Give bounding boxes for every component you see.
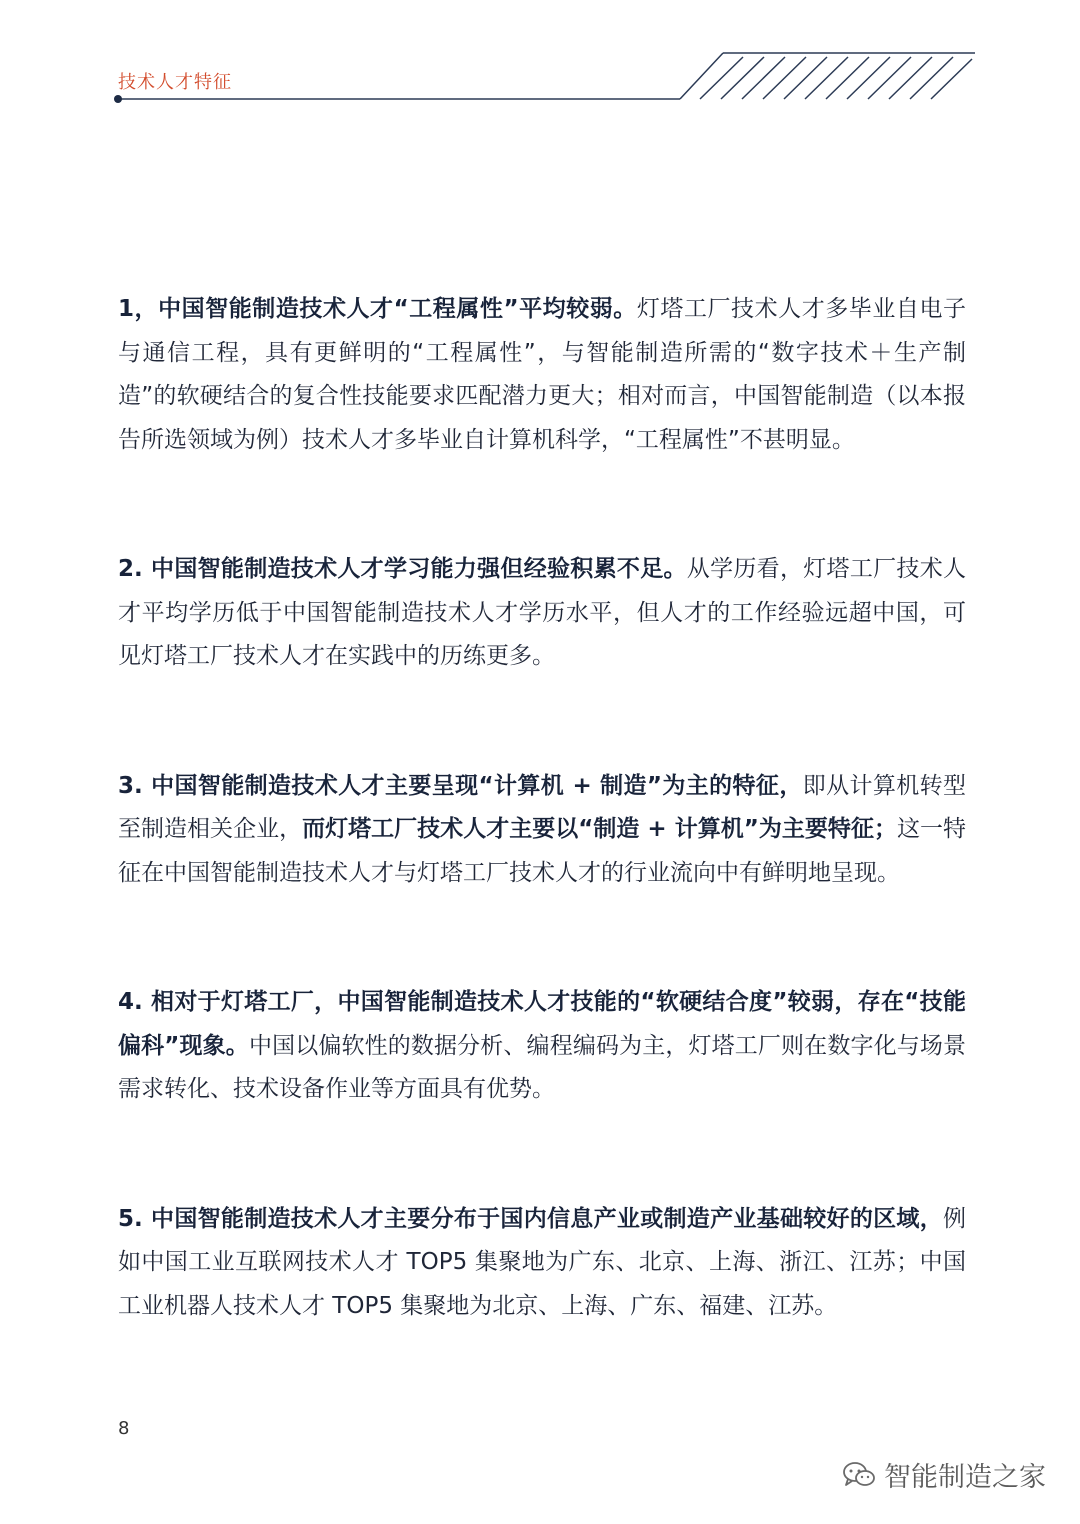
paragraph-2-heading: 2. 中国智能制造技术人才学习能力强但经验积累不足。 [118, 556, 687, 582]
paragraph-3-text-2: 这一特征在中国智能制造技术人才与灯塔工厂技术人才的行业流向中有鲜明地呈现。 [118, 816, 967, 886]
paragraph-4-heading: 4. 相对于灯塔工厂，中国智能制造技术人才技能的“软硬结合度”较弱，存在“技能偏科”现象。 [118, 989, 966, 1059]
paragraph-1 [118, 288, 966, 462]
paragraph-2 [118, 548, 966, 679]
paragraph-2-text: 从学历看，灯塔工厂技术人才平均学历低于中国智能制造技术人才学历水平，但人才的工作经验远超中国，可见灯塔工厂技术人才在实践中的历练更多。 [118, 556, 967, 669]
paragraph-4 [118, 981, 966, 1112]
paragraph-1-heading: 1，中国智能制造技术人才“工程属性”平均较弱。 [118, 296, 637, 322]
wechat-icon [842, 1460, 876, 1490]
paragraph-3-text: 即从计算机转型至制造相关企业， [118, 772, 966, 842]
paragraph-3-heading-2: 而灯塔工厂技术人才主要以“制造 + 计算机”为主要特征； [302, 816, 897, 842]
page-number: 8 [118, 1418, 130, 1439]
section-title: 技术人才特征 [118, 72, 232, 93]
paragraph-3 [118, 765, 966, 896]
paragraph-4-text: 中国以偏软性的数据分析、编程编码为主，灯塔工厂则在数字化与场景需求转化、技术设备作业等方面具有优势。 [118, 1032, 967, 1102]
watermark-text: 智能制造之家 [884, 1462, 1046, 1493]
watermark [842, 1455, 1046, 1494]
paragraph-1-text: 灯塔工厂技术人才多毕业自电子与通信工程，具有更鲜明的“工程属性”，与智能制造所需的“数字技术＋生产制造”的软硬结合的复合性技能要求匹配潜力更大；相对而言，中国智能制造（以本报告所选领域为例）技术人才多毕业自计算机科学，“工程属性”不甚明显。 [118, 296, 966, 453]
paragraph-5-text: 例如中国工业互联网技术人才 TOP5 集聚地为广东、北京、上海、浙江、江苏；中国工业机器人技术人才 TOP5 集聚地为北京、上海、广东、福建、江苏。 [118, 1205, 966, 1319]
paragraph-3-heading: 3. 中国智能制造技术人才主要呈现“计算机 + 制造”为主的特征， [118, 772, 803, 799]
paragraph-5 [118, 1198, 966, 1329]
main-content [118, 288, 966, 1414]
paragraph-5-heading: 5. 中国智能制造技术人才主要分布于国内信息产业或制造产业基础较好的区域， [118, 1205, 943, 1232]
